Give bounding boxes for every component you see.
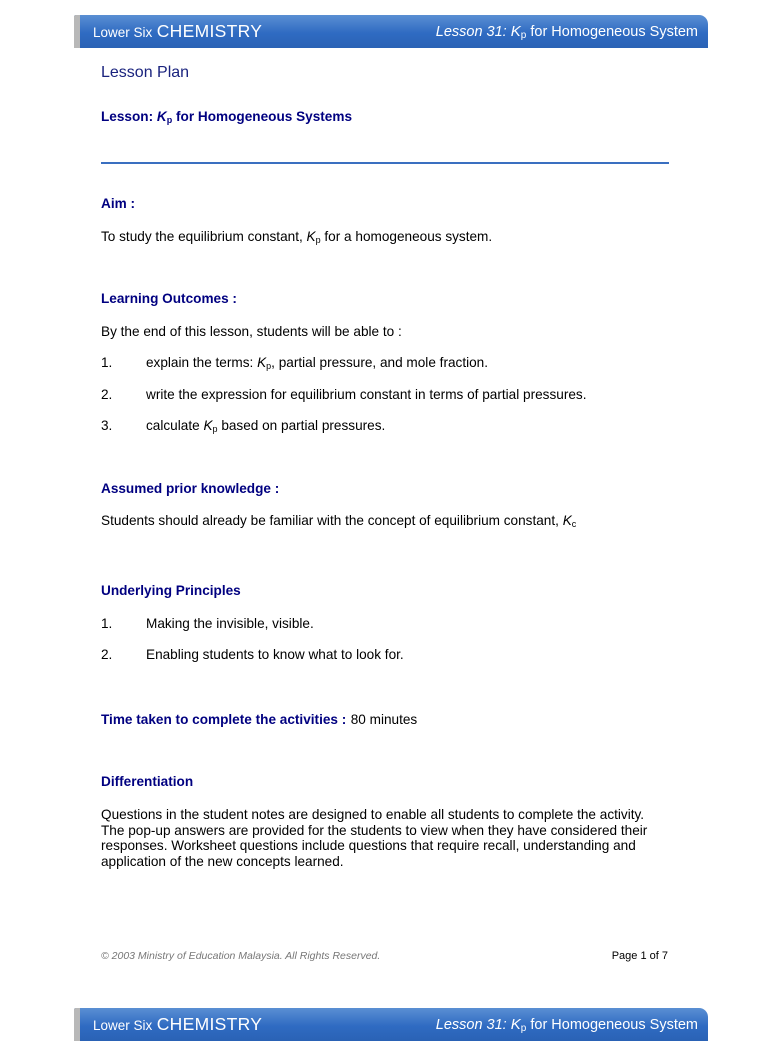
principle-number: 1. [101, 616, 113, 631]
lesson-number: Lesson 31: [435, 1017, 507, 1033]
lesson-number: Lesson 31: [435, 24, 507, 40]
next-page-header-banner [74, 1008, 708, 1041]
aim-text: To study the equilibrium constant, $K_p$ for a homogeneous system. [101, 229, 493, 245]
differentiation-heading: Differentiation [101, 774, 194, 789]
course-level: Lower Six [93, 25, 153, 40]
header-banner [74, 15, 708, 48]
principle-item: Enabling students to know what to look for. [146, 647, 404, 662]
course-subject: CHEMISTRY [156, 21, 263, 41]
outcome-number: 1. [101, 355, 113, 370]
kp-symbol: $K_p$ [510, 23, 527, 41]
outcome-item: calculate $K_p$ based on partial pressures. [146, 418, 386, 434]
lesson-banner-text: for Homogeneous System [530, 24, 698, 40]
outcome-number: 2. [101, 387, 113, 402]
time-taken [101, 711, 417, 729]
principle-number: 2. [101, 647, 113, 662]
lesson-banner-title [436, 1016, 698, 1034]
banner-edge [74, 15, 80, 48]
course-title [93, 21, 262, 42]
time-taken-value: 80 minutes [350, 712, 418, 727]
course-subject: CHEMISTRY [156, 1014, 263, 1034]
prior-knowledge-heading: Assumed prior knowledge : [101, 481, 280, 496]
underlying-principles-heading: Underlying Principles [101, 583, 241, 598]
kp-symbol: $K_p$ [510, 1016, 527, 1034]
outcome-item: write the expression for equilibrium constant in terms of partial pressures. [146, 387, 587, 402]
differentiation-text: Questions in the student notes are designed to enable all students to complete the activity. The pop-up answers are provided for the students to view when they have considered their responses. Worksheet questions include questions that require recall, understanding and application of the new concepts learned. [101, 807, 648, 870]
course-title [93, 1014, 262, 1035]
outcome-item: explain the terms: $K_p$, partial pressure, and mole fraction. [146, 355, 489, 371]
course-level: Lower Six [93, 1018, 153, 1033]
learning-outcomes-intro: By the end of this lesson, students will be able to : [101, 324, 402, 339]
lesson-heading: Lesson: $K_p$ for Homogeneous Systems [101, 109, 353, 125]
learning-outcomes-heading: Learning Outcomes : [101, 291, 237, 306]
copyright: © 2003 Ministry of Education Malaysia. All Rights Reserved. [101, 950, 381, 962]
prior-knowledge-text: Students should already be familiar with the concept of equilibrium constant, $K_c$ [101, 513, 577, 529]
lesson-banner-text: for Homogeneous System [530, 1017, 698, 1033]
banner-edge [74, 1008, 80, 1041]
principle-item: Making the invisible, visible. [146, 616, 314, 631]
lesson-banner-title [436, 23, 698, 41]
page-number: Page 1 of 7 [611, 950, 668, 962]
divider [101, 162, 669, 164]
aim-heading: Aim : [101, 196, 135, 211]
time-taken-heading: Time taken to complete the activities : [101, 712, 347, 727]
page-title: Lesson Plan [101, 64, 190, 81]
outcome-number: 3. [101, 418, 113, 433]
